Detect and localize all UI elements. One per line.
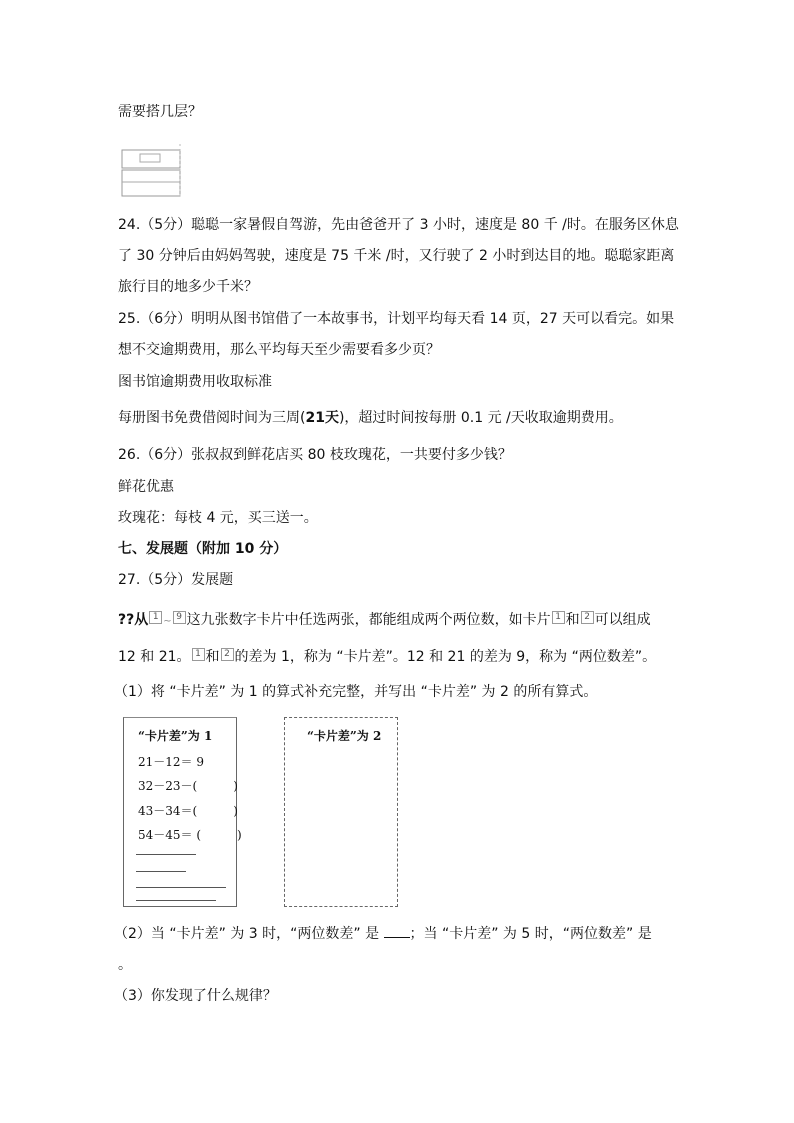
equation-row: 43－34＝( )	[138, 804, 238, 818]
notice-text: 每册图书免费借阅时间为三周(	[118, 410, 306, 426]
line2-text: 的差为 1，称为 “卡片差”。12 和 21 的差为 9，称为 “两位数差”。	[234, 649, 657, 665]
equation-row: 21－12＝ 9	[138, 755, 204, 769]
answer-line	[136, 900, 216, 901]
q26: 26.（6分）张叔叔到鲜花店买 80 枝玫瑰花，一共要付多少钱？	[118, 447, 512, 463]
line2-text: 和	[205, 649, 220, 665]
q27-part2	[114, 925, 652, 943]
answer-line	[136, 887, 226, 888]
card-diff-2-box	[284, 717, 398, 907]
q27-part3: （3）你发现了什么规律？	[114, 988, 277, 1004]
card-1: 1	[149, 611, 162, 624]
q27-line2	[118, 648, 656, 666]
q26-title: 鲜花优惠	[118, 479, 174, 495]
q26-offer: 玫瑰花：每枝 4 元，买三送一。	[118, 510, 318, 526]
part2-text: ；当 “卡片差” 为 5 时，“两位数差” 是	[409, 926, 652, 942]
q25-notice-title: 图书馆逾期费用收取标准	[118, 374, 272, 390]
intro-text: 这九张数字卡片中任选两张，都能组成两个两位数，如卡片	[186, 612, 551, 628]
q24-line3: 旅行目的地多少千米？	[118, 279, 258, 295]
q23-tail: 需要搭几层？	[118, 104, 202, 120]
tilde: ~	[163, 616, 172, 627]
box1-title: “卡片差”为 1	[138, 729, 213, 743]
card-2: 2	[581, 611, 594, 624]
q27: 27.（5分）发展题	[118, 572, 234, 588]
equation-row: 54－45＝ ( )	[138, 828, 242, 842]
q27-part2-end: 。	[118, 957, 132, 973]
card-1: 1	[192, 648, 205, 661]
stacked-boxes-figure	[120, 140, 190, 198]
q25-line2: 想不交逾期费用，那么平均每天至少需要看多少页？	[118, 342, 440, 358]
q27-intro	[118, 611, 651, 631]
answer-line	[136, 871, 186, 872]
notice-text-end: )，超过时间按每册 0.1 元 /天收取逾期费用。	[338, 410, 623, 426]
equation-row: 32－23－( )	[138, 779, 238, 793]
box2-title: “卡片差”为 2	[307, 729, 382, 743]
part2-text: （2）当 “卡片差” 为 3 时，“两位数差” 是	[114, 926, 384, 942]
card-9: 9	[173, 611, 186, 624]
card-2: 2	[221, 648, 234, 661]
q24-line2: 了 30 分钟后由妈妈驾驶，速度是 75 千米 /时，又行驶了 2 小时到达目的地。聪聪家距离	[118, 248, 675, 264]
section-7-heading: 七、发展题（附加 10 分）	[118, 541, 288, 557]
intro-text: 和	[565, 612, 580, 628]
q27-part1: （1）将 “卡片差” 为 1 的算式补充完整，并写出 “卡片差” 为 2 的所有算式。	[114, 684, 598, 700]
q25-notice	[118, 409, 623, 427]
intro-text: 可以组成	[594, 612, 651, 628]
q25-line1: 25.（6分）明明从图书馆借了一本故事书，计划平均每天看 14 页，27 天可以看完。如果	[118, 311, 675, 327]
card-diff-1-box	[123, 717, 242, 907]
intro-text: ??从	[118, 612, 149, 628]
answer-line	[136, 854, 196, 855]
q24-line1: 24.（5分）聪聪一家暑假自驾游，先由爸爸开了 3 小时，速度是 80 千 /时。在服务区休息	[118, 217, 679, 233]
card-1: 1	[552, 611, 565, 624]
line2-text: 12 和 21。	[118, 649, 191, 665]
notice-days: 21天	[305, 410, 339, 426]
answer-blank[interactable]	[384, 937, 410, 938]
